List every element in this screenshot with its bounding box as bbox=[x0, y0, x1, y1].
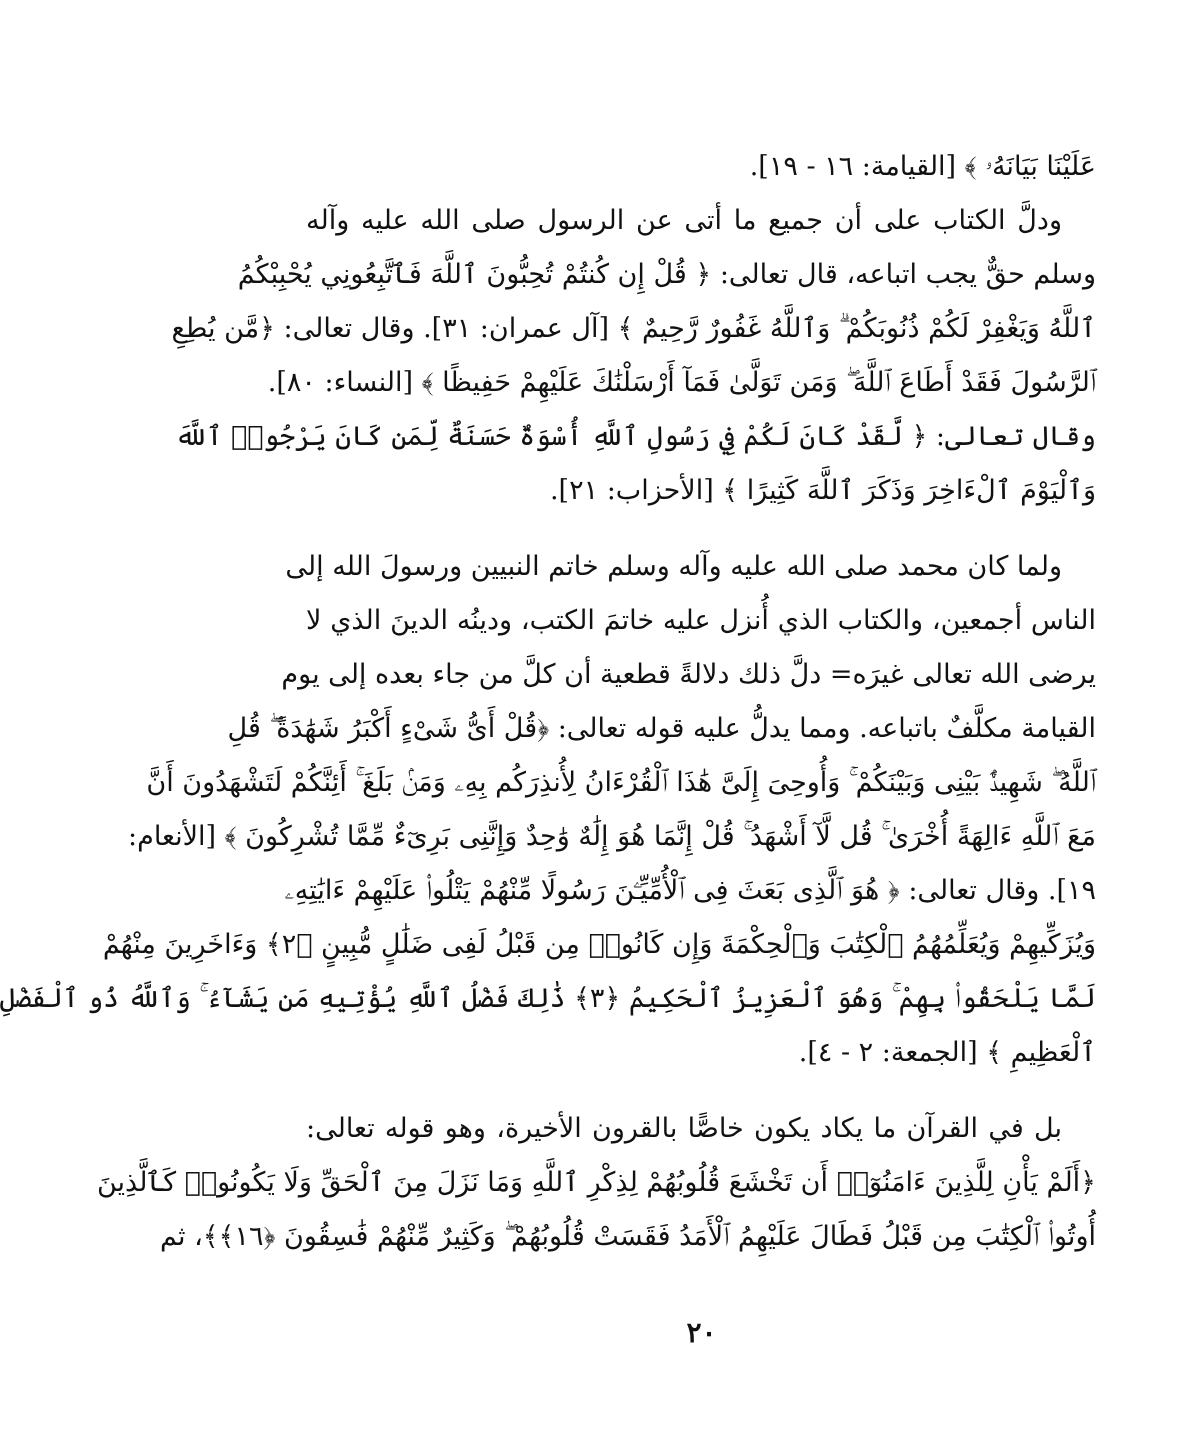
text-line: ٱللَّهُ وَيَغْفِرْ لَكُمْ ذُنُوبَكُمْ ۗ وَٱللَّهُ غَفُورٌ رَّحِيمٌ ﴾ [آل عمران: ٣١]. وقال تعالى: ﴿مَّن يُطِعِ bbox=[171, 313, 1096, 344]
text-line: بل في القرآن ما يكاد يكون خاصًّا بالقرون الأخيرة، وهو قوله تعالى: bbox=[306, 1113, 1062, 1144]
page-number: ٢٠ bbox=[686, 1316, 717, 1349]
text-line: عَلَيْنَا بَيَانَهُۥ ﴾ [القيامة: ١٦ - ١٩]. bbox=[749, 151, 1096, 182]
paragraph-book-obligation bbox=[171, 194, 1096, 518]
text-line: ﴿أَلَمْ يَأْنِ لِلَّذِينَ ءَامَنُوٓا۟ أَن تَخْشَعَ قُلُوبُهُمْ لِذِكْرِ ٱللَّهِ وَمَا نَزَلَ مِنَ ٱلْحَقِّ وَلَا يَكُونُوا۟ كَٱلَّذِينَ bbox=[96, 1167, 1096, 1198]
text-line: وَٱلْيَوْمَ ٱلْءَاخِرَ وَذَكَرَ ٱللَّهَ كَثِيرًا ﴾ [الأحزاب: ٢١]. bbox=[549, 475, 1096, 506]
text-line: ٱلرَّسُولَ فَقَدْ أَطَاعَ ٱللَّهَ ۖ وَمَن تَوَلَّىٰ فَمَآ أَرْسَلْنَٰكَ عَلَيْهِمْ حَفِيظًا ﴾ [النساء: ٨٠]. bbox=[267, 367, 1096, 398]
page-body bbox=[0, 140, 1096, 1264]
text-line: ١٩]. وقال تعالى: ﴿ هُوَ ٱلَّذِى بَعَثَ فِى ٱلْأُمِّيِّـۧنَ رَسُولًا مِّنْهُمْ يَتْلُوا۟ عَلَيْهِمْ ءَايَٰتِهِۦ bbox=[284, 875, 1096, 906]
text-line: ولما كان محمد صلى الله عليه وآله وسلم خاتم النبيين ورسولَ الله إلى bbox=[285, 551, 1062, 582]
text-line: يرضى الله تعالى غيرَه= دلَّ ذلك دلالةً قطعية أن كلَّ من جاء بعده إلى يوم bbox=[281, 659, 1096, 690]
text-line: ودلَّ الكتاب على أن جميع ما أتى عن الرسول صلى الله عليه وآله bbox=[306, 205, 1062, 236]
text-line: مَعَ ٱللَّهِ ءَالِهَةً أُخْرَىٰ ۚ قُل لَّآ أَشْهَدُ ۚ قُلْ إِنَّمَا هُوَ إِلَٰهٌ وَٰحِدٌ وَإِنَّنِى بَرِىٓءٌ مِّمَّا تُشْرِكُونَ ﴾ [الأنعام: bbox=[128, 821, 1096, 852]
text-line: وسلم حقٌّ يجب اتباعه، قال تعالى: ﴿ قُلْ إِن كُنتُمْ تُحِبُّونَ ٱللَّهَ فَٱتَّبِعُونِي يُحْبِبْكُمُ bbox=[237, 259, 1096, 290]
paragraph-continuation bbox=[306, 140, 1096, 194]
text-line: القيامة مكلَّفٌ باتباعه. ومما يدلُّ عليه قوله تعالى: ﴿قُلْ أَىُّ شَىْءٍ أَكْبَرُ شَهَٰدَةً ۖ قُلِ bbox=[227, 713, 1096, 744]
text-line: لَمَّا يَلْحَقُوا۟ بِهِمْ ۚ وَهُوَ ٱلْعَزِيزُ ٱلْحَكِيمُ ﴿٣﴾ ذَٰلِكَ فَضْلُ ٱللَّهِ يُؤْتِيهِ مَن يَشَآءُ ۚ وَٱللَّهُ ذُو ٱلْفَضْلِ bbox=[0, 983, 1096, 1014]
text-line: أُوتُوا۟ ٱلْكِتَٰبَ مِن قَبْلُ فَطَالَ عَلَيْهِمُ ٱلْأَمَدُ فَقَسَتْ قُلُوبُهُمْ ۖ وَكَثِيرٌ مِّنْهُمْ فَٰسِقُونَ ﴿١٦﴾﴾، ثم bbox=[160, 1221, 1096, 1252]
paragraph-gap bbox=[306, 518, 1096, 540]
text-line: ٱللَّهُ ۖ شَهِيدٌۢ بَيْنِى وَبَيْنَكُمْ ۚ وَأُوحِىَ إِلَىَّ هَٰذَا ٱلْقُرْءَانُ لِأُنذِرَكُم بِهِۦ وَمَنۢ بَلَغَ ۚ أَئِنَّكُمْ لَتَشْهَدُونَ أَنَّ bbox=[146, 767, 1096, 798]
text-line: الناس أجمعين، والكتاب الذي أُنزل عليه خاتمَ الكتب، ودينُه الدينَ الذي لا bbox=[306, 605, 1096, 636]
text-line: وَيُزَكِّيهِمْ وَيُعَلِّمُهُمُ ٱلْكِتَٰبَ وَٱلْحِكْمَةَ وَإِن كَانُوا۟ مِن قَبْلُ لَفِى ضَلَٰلٍ مُّبِينٍ ﴿٢﴾ وَءَاخَرِينَ مِنْهُمْ bbox=[102, 929, 1096, 960]
paragraph-later-centuries bbox=[96, 1102, 1096, 1264]
paragraph-gap bbox=[306, 1080, 1096, 1102]
text-line: ٱلْعَظِيمِ ﴾ [الجمعة: ٢ - ٤]. bbox=[798, 1037, 1096, 1068]
paragraph-final-prophet bbox=[0, 540, 1096, 1080]
text-line: وقال تعالى: ﴿ لَّقَدْ كَانَ لَكُمْ فِي رَسُولِ ٱللَّهِ أُسْوَةٌ حَسَنَةٌ لِّمَن كَانَ يَرْجُوا۟ ٱللَّهَ bbox=[174, 421, 1096, 452]
